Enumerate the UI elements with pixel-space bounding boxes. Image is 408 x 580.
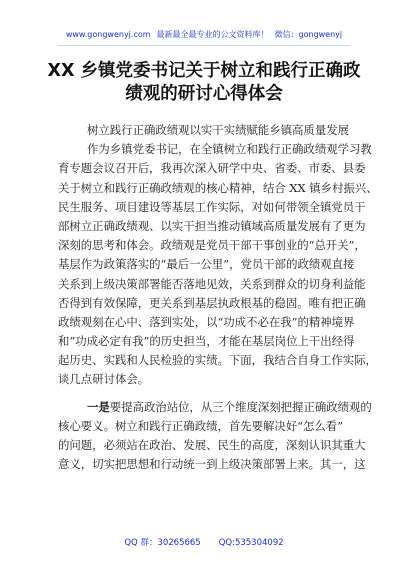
paragraph-2-line: 核心要义。树立和践行正确政绩，首先要解决好“怎么看”: [58, 418, 344, 433]
paragraph-2-line: 意义，切实把思想和行动统一到上级决策部署上来。其一，这: [58, 457, 366, 472]
document-body: [58, 121, 378, 474]
title-line-1: XX 乡镇党委书记关于树立和践行正确政: [47, 61, 361, 81]
paragraph-1-line: 关于树立和践行正确政绩观的核心精神，结合 XX 镇乡村振兴、: [58, 180, 378, 195]
paragraph-1-line: 民生服务、项目建设等基层工作实际，对如何带领全镇党员干: [58, 199, 366, 214]
paragraph-1-line: 基层作为政策落实的“最后一公里”，党员干部的政绩观直接: [58, 257, 355, 272]
header-divider: [58, 45, 350, 46]
footer-qq-group: QQ 群：30265665: [124, 538, 201, 548]
header-slogan: 最新最全最专业的公文资料库！: [156, 30, 269, 39]
document-title: [0, 60, 408, 106]
paragraph-1-line: 关系到上级决策部署能否落地见效，关系到群众的切身利益能: [58, 276, 366, 291]
paragraph-1-line: 否得到有效保障，更关系到基层执政根基的稳固。唯有把正确: [58, 295, 366, 310]
paragraph-1-line: 育专题会议召开后，我再次深入研学中央、省委、市委、县委: [58, 161, 366, 176]
paragraph-1-line: 谈几点研讨体会。: [58, 372, 150, 387]
header-wechat: 微信：gongwenyj: [274, 30, 343, 39]
paragraph-1-line: 深刻的思考和体会。政绩观是党员干部干事创业的“总开关”，: [58, 238, 366, 253]
paragraph-1-line: 作为乡镇党委书记，在全镇树立和践行正确政绩观学习教: [87, 142, 372, 157]
paragraph-1-line: 起历史、实践和人民检验的实绩。下面，我结合自身工作实际，: [58, 353, 377, 368]
paragraph-2-lead: 一是: [87, 399, 110, 414]
page-footer: [0, 538, 408, 549]
page-header: [0, 30, 408, 40]
paragraph-1-line: 部树立正确政绩观、以实干担当推动镇域高质量发展有了更为: [58, 218, 366, 233]
paragraph-1-line: 政绩观刻在心中、落到实处，以“功成不必在我”的精神境界: [58, 314, 355, 329]
paragraph-2-line: 的问题，必须站在政治、发展、民生的高度，深刻认识其重大: [58, 438, 366, 452]
footer-qq: QQ:535304092: [218, 538, 284, 548]
document-subtitle: 树立践行正确政绩观以实干实绩赋能乡镇高质量发展: [87, 123, 349, 137]
paragraph-2-line: [58, 398, 372, 417]
header-site-link[interactable]: www.gongwenyj.com: [65, 30, 151, 39]
paragraph-1-line: 和“功成必定有我”的历史担当，才能在基层岗位上干出经得: [58, 334, 355, 349]
title-line-2: 绩观的研讨心得体会: [125, 84, 283, 104]
paragraph-2-lead-rest: 要提高政治站位，从三个维度深刻把握正确政绩观的: [109, 399, 372, 414]
